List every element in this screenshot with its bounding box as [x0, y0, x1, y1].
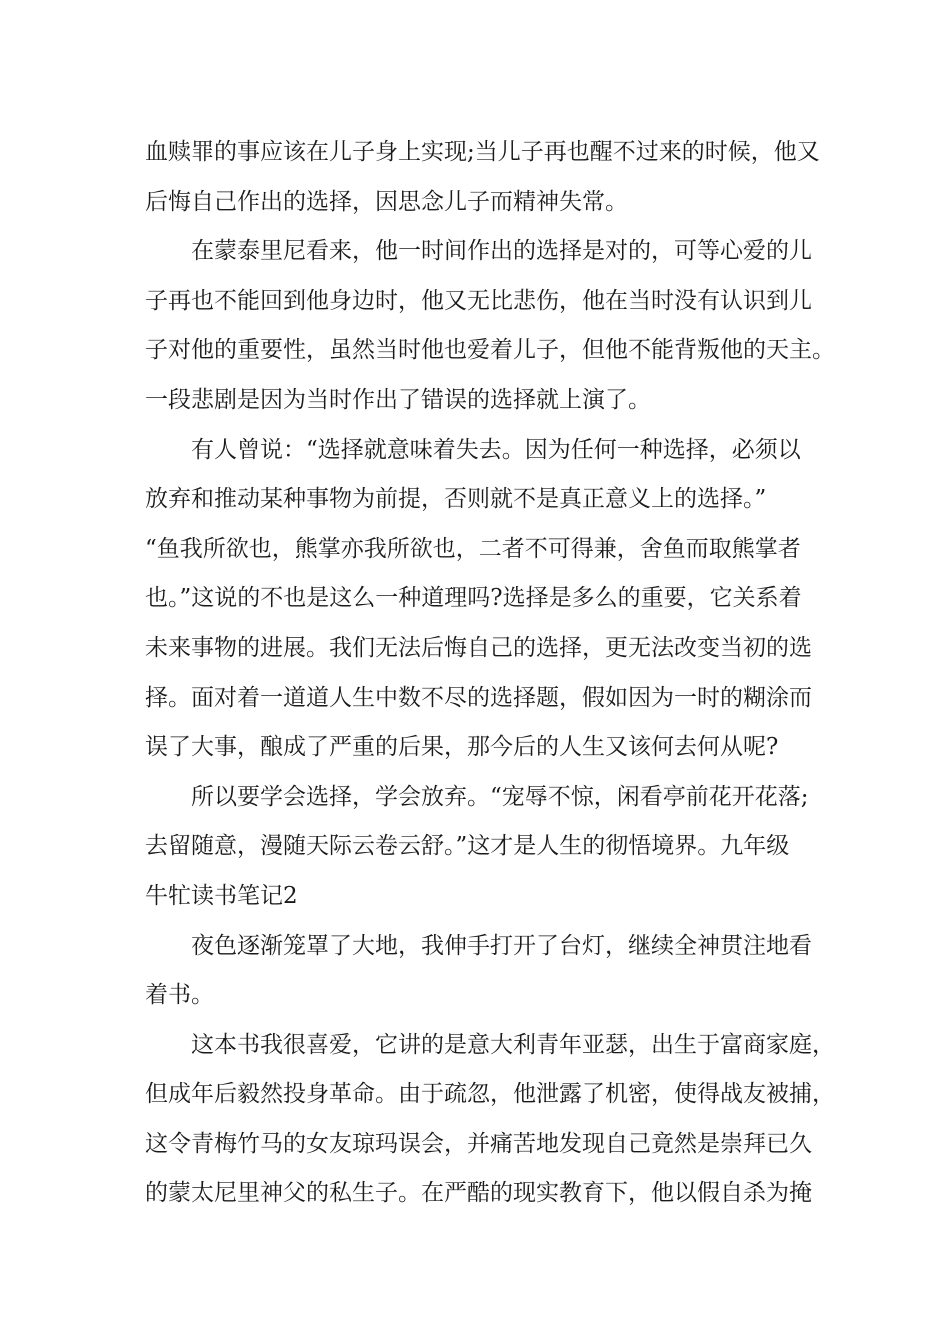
text-line: 后悔自己作出的选择，因思念儿子而精神失常。	[145, 188, 628, 215]
text-line: 所以要学会选择，学会放弃。“宠辱不惊，闲看亭前花开花落;	[191, 783, 809, 810]
text-line: 择。面对着一道道人生中数不尽的选择题，假如因为一时的糊涂而	[145, 684, 812, 711]
text-line: 子再也不能回到他身边时，他又无比悲伤，他在当时没有认识到儿	[145, 287, 812, 314]
text-line: 血赎罪的事应该在儿子身上实现;当儿子再也醒不过来的时候，他又	[145, 139, 820, 165]
text-line: 在蒙泰里尼看来，他一时间作出的选择是对的，可等心爱的儿	[191, 238, 812, 265]
text-line: 着书。	[145, 982, 214, 1009]
text-line: 去留随意，漫随天际云卷云舒。”这才是人生的彻悟境界。九年级	[145, 833, 790, 860]
body-text	[145, 128, 835, 1219]
text-line: 一段悲剧是因为当时作出了错误的选择就上演了。	[145, 386, 651, 413]
text-line: “鱼我所欲也，熊掌亦我所欲也，二者不可得兼，舍鱼而取熊掌者	[145, 535, 801, 562]
text-line: 未来事物的进展。我们无法后悔自己的选择，更无法改变当初的选	[145, 634, 812, 661]
text-line: 误了大事，酿成了严重的后果，那今后的人生又该何去何从呢?	[145, 734, 779, 761]
text-line: 这令青梅竹马的女友琼玛误会，并痛苦地发现自己竟然是崇拜已久	[145, 1130, 812, 1157]
text-line: 这本书我很喜爱，它讲的是意大利青年亚瑟，出生于富商家庭，	[191, 1031, 835, 1058]
text-line: 的蒙太尼里神父的私生子。在严酷的现实教育下，他以假自杀为掩	[145, 1180, 812, 1207]
text-line: 子对他的重要性，虽然当时他也爱着儿子，但他不能背叛他的天主。	[145, 337, 835, 364]
text-line: 有人曾说：“选择就意味着失去。因为任何一种选择，必须以	[191, 436, 801, 463]
text-line: 牛牤读书笔记2	[145, 882, 298, 909]
text-line: 夜色逐渐笼罩了大地，我伸手打开了台灯，继续全神贯注地看	[191, 932, 812, 959]
text-line: 放弃和推动某种事物为前提，否则就不是真正意义上的选择。”	[145, 486, 767, 513]
text-line: 也。”这说的不也是这么一种道理吗?选择是多么的重要，它关系着	[145, 585, 802, 612]
text-line: 但成年后毅然投身革命。由于疏忽，他泄露了机密，使得战友被捕，	[145, 1081, 835, 1108]
